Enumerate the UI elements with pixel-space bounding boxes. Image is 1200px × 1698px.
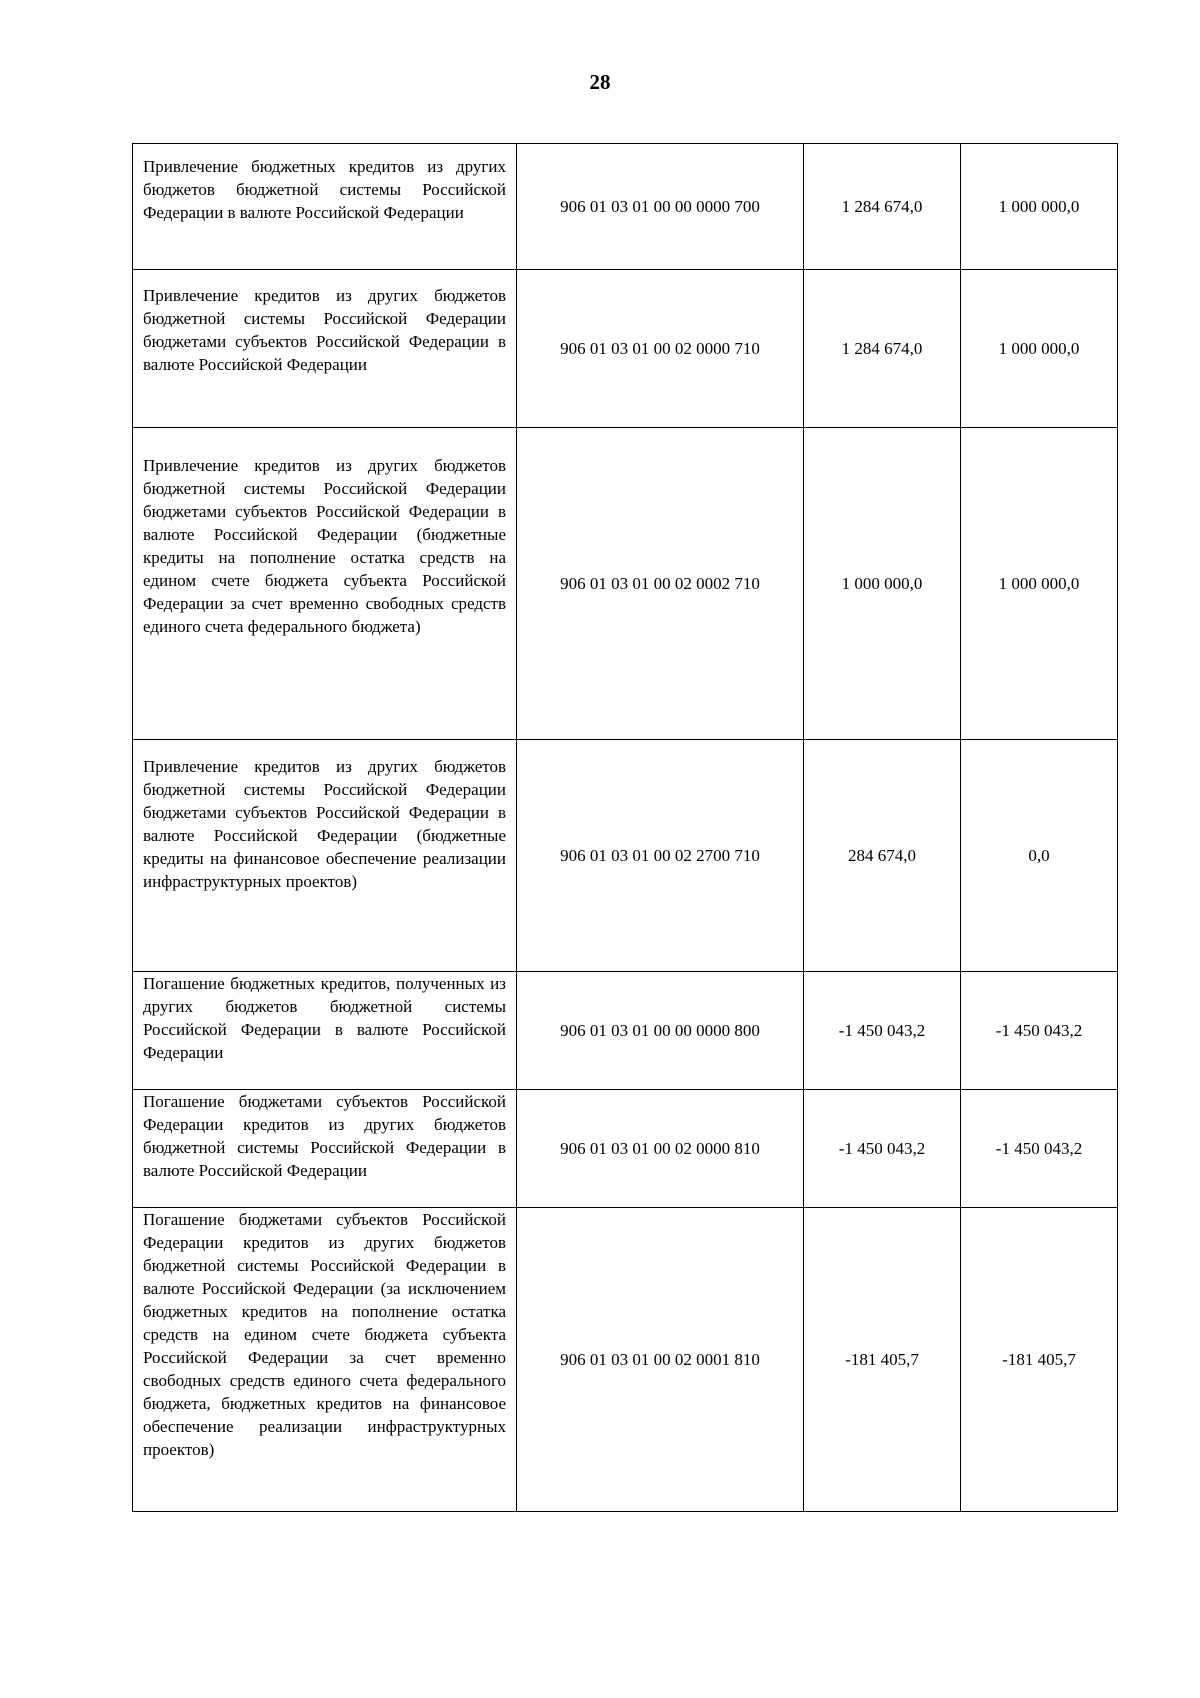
row-value-2: -1 450 043,2 xyxy=(961,972,1118,1090)
row-code: 906 01 03 01 00 00 0000 800 xyxy=(517,972,804,1090)
row-code: 906 01 03 01 00 02 0000 810 xyxy=(517,1090,804,1208)
row-value-2: -1 450 043,2 xyxy=(961,1090,1118,1208)
table-row xyxy=(133,1208,1118,1512)
table-row xyxy=(133,740,1118,972)
row-name: Погашение бюджетных кредитов, полученных из других бюджетов бюджетной системы Российской Федерации в валюте Российской Федерации xyxy=(133,972,517,1090)
row-value-2: 1 000 000,0 xyxy=(961,144,1118,270)
row-value-1: -1 450 043,2 xyxy=(804,1090,961,1208)
table-row xyxy=(133,270,1118,428)
table-body xyxy=(133,144,1118,1512)
row-name: Привлечение кредитов из других бюджетов бюджетной системы Российской Федерации бюджетами субъектов Российской Федерации в валюте Российской Федерации (бюджетные кредиты на пополнение остатка средств на едином счете бюджета субъекта Российской Федерации за счет временно свободных средств единого счета федерального бюджета) xyxy=(133,428,517,740)
row-code: 906 01 03 01 00 02 0000 710 xyxy=(517,270,804,428)
row-code: 906 01 03 01 00 02 0001 810 xyxy=(517,1208,804,1512)
row-code: 906 01 03 01 00 00 0000 700 xyxy=(517,144,804,270)
row-code: 906 01 03 01 00 02 0002 710 xyxy=(517,428,804,740)
row-value-2: 1 000 000,0 xyxy=(961,270,1118,428)
page-number: 28 xyxy=(589,70,611,94)
row-value-1: 1 284 674,0 xyxy=(804,144,961,270)
row-name: Привлечение кредитов из других бюджетов бюджетной системы Российской Федерации бюджетами субъектов Российской Федерации в валюте Российской Федерации (бюджетные кредиты на финансовое обеспечение реализации инфраструктурных проектов) xyxy=(133,740,517,972)
row-value-2: 1 000 000,0 xyxy=(961,428,1118,740)
budget-sources-table xyxy=(132,143,1118,1512)
row-code: 906 01 03 01 00 02 2700 710 xyxy=(517,740,804,972)
row-value-2: -181 405,7 xyxy=(961,1208,1118,1512)
row-value-1: -181 405,7 xyxy=(804,1208,961,1512)
row-value-1: 1 000 000,0 xyxy=(804,428,961,740)
row-name: Погашение бюджетами субъектов Российской Федерации кредитов из других бюджетов бюджетной системы Российской Федерации в валюте Российской Федерации (за исключением бюджетных кредитов на пополнение остатка средств на едином счете бюджета субъекта Российской Федерации за счет временно свободных средств единого счета федерального бюджета, бюджетных кредитов на финансовое обеспечение реализации инфраструктурных проектов) xyxy=(133,1208,517,1512)
table-row xyxy=(133,428,1118,740)
table-row xyxy=(133,1090,1118,1208)
row-name: Погашение бюджетами субъектов Российской Федерации кредитов из других бюджетов бюджетной системы Российской Федерации в валюте Российской Федерации xyxy=(133,1090,517,1208)
row-value-1: -1 450 043,2 xyxy=(804,972,961,1090)
row-value-1: 284 674,0 xyxy=(804,740,961,972)
table-row xyxy=(133,144,1118,270)
row-name: Привлечение бюджетных кредитов из других бюджетов бюджетной системы Российской Федерации в валюте Российской Федерации xyxy=(133,144,517,270)
table-row xyxy=(133,972,1118,1090)
row-value-1: 1 284 674,0 xyxy=(804,270,961,428)
row-name: Привлечение кредитов из других бюджетов бюджетной системы Российской Федерации бюджетами субъектов Российской Федерации в валюте Российской Федерации xyxy=(133,270,517,428)
row-value-2: 0,0 xyxy=(961,740,1118,972)
